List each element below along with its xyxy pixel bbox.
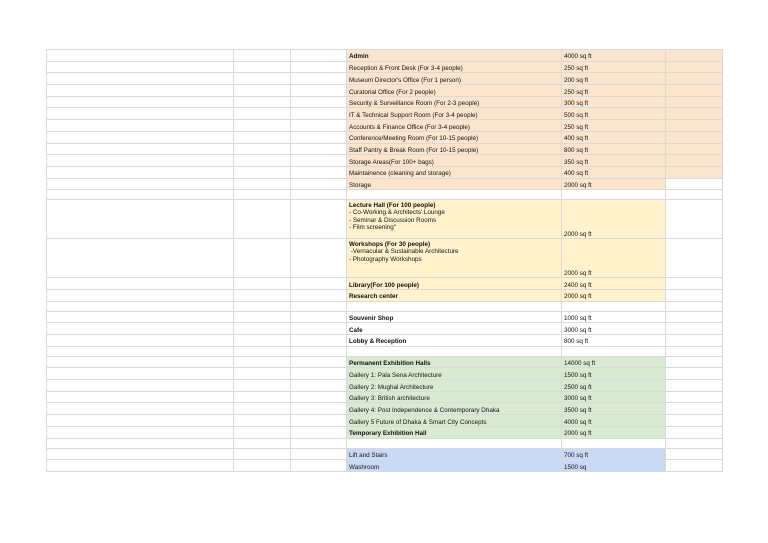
empty-cell[interactable] (291, 120, 347, 132)
empty-cell[interactable] (666, 166, 723, 178)
empty-cell[interactable] (666, 155, 723, 167)
blank-row (47, 438, 723, 448)
area-cell[interactable]: 4000 sq ft (562, 415, 666, 427)
empty-cell[interactable] (666, 403, 723, 415)
empty-cell[interactable] (47, 96, 234, 108)
empty-cell[interactable] (666, 96, 723, 108)
empty-cell[interactable] (291, 190, 347, 200)
area-cell[interactable]: 2400 sq ft (562, 278, 666, 290)
space-name-cell[interactable]: Washroom (347, 460, 562, 472)
space-name-cell[interactable] (347, 438, 562, 448)
area-cell[interactable]: 400 sq ft (562, 166, 666, 178)
area-cell[interactable]: 1000 sq ft (562, 311, 666, 323)
area-cell[interactable]: 2000 sq ft (562, 289, 666, 301)
empty-cell[interactable] (234, 356, 291, 368)
empty-cell[interactable] (47, 391, 234, 403)
empty-cell[interactable] (234, 73, 291, 85)
empty-cell[interactable] (666, 200, 723, 239)
empty-cell[interactable] (234, 289, 291, 301)
space-name-cell[interactable]: Accounts & Finance Office (For 3-4 people) (347, 120, 562, 132)
area-cell[interactable]: 800 sq ft (562, 335, 666, 347)
empty-cell[interactable] (291, 301, 347, 311)
table-row (47, 96, 723, 108)
area-cell[interactable] (562, 346, 666, 356)
table-row (47, 166, 723, 178)
empty-cell[interactable] (47, 380, 234, 392)
empty-cell[interactable] (291, 143, 347, 155)
empty-cell[interactable] (291, 415, 347, 427)
table-row (47, 311, 723, 323)
empty-cell[interactable] (47, 239, 234, 278)
empty-cell[interactable] (291, 438, 347, 448)
empty-cell[interactable] (291, 155, 347, 167)
empty-cell[interactable] (666, 426, 723, 438)
empty-cell[interactable] (291, 96, 347, 108)
space-name-cell[interactable]: Staff Pantry & Break Room (For 10-15 people) (347, 143, 562, 155)
space-name-cell[interactable]: Gallery 5 Future of Dhaka & Smart City Concepts (347, 415, 562, 427)
empty-cell[interactable] (666, 323, 723, 335)
area-cell[interactable] (562, 438, 666, 448)
empty-cell[interactable] (47, 438, 234, 448)
space-name-cell[interactable]: Admin (347, 50, 562, 62)
empty-cell[interactable] (234, 301, 291, 311)
table-row (47, 403, 723, 415)
empty-cell[interactable] (291, 239, 347, 278)
space-name-cell[interactable]: Lift and Stairs (347, 448, 562, 460)
empty-cell[interactable] (234, 96, 291, 108)
empty-cell[interactable] (666, 301, 723, 311)
empty-cell[interactable] (291, 289, 347, 301)
empty-cell[interactable] (47, 85, 234, 97)
empty-cell[interactable] (47, 278, 234, 290)
table-row (47, 50, 723, 62)
empty-cell[interactable] (291, 448, 347, 460)
area-cell[interactable]: 350 sq ft (562, 155, 666, 167)
empty-cell[interactable] (666, 448, 723, 460)
empty-cell[interactable] (666, 120, 723, 132)
empty-cell[interactable] (666, 190, 723, 200)
empty-cell[interactable] (666, 50, 723, 62)
area-cell[interactable]: 500 sq ft (562, 108, 666, 120)
space-name-cell[interactable]: Cafe (347, 323, 562, 335)
table-row (47, 415, 723, 427)
empty-cell[interactable] (291, 131, 347, 143)
empty-cell[interactable] (234, 143, 291, 155)
empty-cell[interactable] (234, 120, 291, 132)
empty-cell[interactable] (47, 368, 234, 380)
empty-cell[interactable] (291, 278, 347, 290)
table-row (47, 391, 723, 403)
table-row (47, 178, 723, 190)
empty-cell[interactable] (291, 108, 347, 120)
empty-cell[interactable] (291, 323, 347, 335)
table-row (47, 426, 723, 438)
table-row (47, 61, 723, 73)
empty-cell[interactable] (666, 311, 723, 323)
empty-cell[interactable] (47, 143, 234, 155)
empty-cell[interactable] (666, 143, 723, 155)
empty-cell[interactable] (234, 155, 291, 167)
empty-cell[interactable] (47, 73, 234, 85)
space-name-cell[interactable]: Conference/Meeting Room (For 10-15 people) (347, 131, 562, 143)
empty-cell[interactable] (47, 311, 234, 323)
space-name-cell[interactable]: Curatorial Office (For 2 people) (347, 85, 562, 97)
empty-cell[interactable] (234, 380, 291, 392)
empty-cell[interactable] (47, 61, 234, 73)
space-name-cell[interactable] (347, 346, 562, 356)
table-row (47, 143, 723, 155)
empty-cell[interactable] (291, 200, 347, 239)
table-row (47, 131, 723, 143)
space-name-cell[interactable]: Lecture Hall (For 100 people) - Co-Working & Architects' Lounge - Seminar & Discussion Rooms - Film screening" (347, 200, 562, 239)
table-row (47, 108, 723, 120)
empty-cell[interactable] (47, 178, 234, 190)
empty-cell[interactable] (234, 190, 291, 200)
table-row (47, 335, 723, 347)
space-name-cell[interactable]: Gallery 4: Post Independence & Contemporary Dhaka (347, 403, 562, 415)
area-cell[interactable]: 2000 sq ft (562, 239, 666, 278)
empty-cell[interactable] (291, 391, 347, 403)
empty-cell[interactable] (666, 278, 723, 290)
area-cell[interactable]: 2000 sq ft (562, 426, 666, 438)
empty-cell[interactable] (47, 50, 234, 62)
area-cell[interactable]: 14000 sq ft (562, 356, 666, 368)
empty-cell[interactable] (666, 460, 723, 472)
empty-cell[interactable] (234, 346, 291, 356)
empty-cell[interactable] (291, 166, 347, 178)
empty-cell[interactable] (47, 120, 234, 132)
empty-cell[interactable] (666, 239, 723, 278)
empty-cell[interactable] (234, 239, 291, 278)
area-cell[interactable]: 1500 sq (562, 460, 666, 472)
area-cell[interactable]: 250 sq ft (562, 61, 666, 73)
empty-cell[interactable] (291, 356, 347, 368)
space-name-cell[interactable]: Library(For 100 people) (347, 278, 562, 290)
empty-cell[interactable] (47, 415, 234, 427)
table-row (47, 239, 723, 278)
space-name-cell[interactable]: Gallery 2: Mughal Architecture (347, 380, 562, 392)
empty-cell[interactable] (666, 73, 723, 85)
table-row (47, 120, 723, 132)
area-cell[interactable] (562, 301, 666, 311)
empty-cell[interactable] (666, 131, 723, 143)
empty-cell[interactable] (234, 166, 291, 178)
empty-cell[interactable] (47, 200, 234, 239)
space-name-cell[interactable]: Workshops (For 30 people) -Vernacular & Sustainable Architecture - Photography Workshops (347, 239, 562, 278)
space-name-cell[interactable]: Reception & Front Desk (For 3-4 people) (347, 61, 562, 73)
space-name-cell[interactable] (347, 190, 562, 200)
empty-cell[interactable] (291, 426, 347, 438)
empty-cell[interactable] (291, 50, 347, 62)
space-name-cell[interactable]: Security & Surveillance Room (For 2-3 people) (347, 96, 562, 108)
area-cell[interactable]: 1500 sq ft (562, 368, 666, 380)
table-row (47, 460, 723, 472)
table-row (47, 155, 723, 167)
empty-cell[interactable] (666, 368, 723, 380)
table-row (47, 448, 723, 460)
space-name-cell[interactable]: Lobby & Reception (347, 335, 562, 347)
space-name-cell[interactable]: Gallery 3: British architecture (347, 391, 562, 403)
empty-cell[interactable] (666, 85, 723, 97)
empty-cell[interactable] (47, 190, 234, 200)
space-name-cell[interactable]: Maintainence (cleaning and storage) (347, 166, 562, 178)
area-cell[interactable]: 2500 sq ft (562, 380, 666, 392)
empty-cell[interactable] (234, 391, 291, 403)
empty-cell[interactable] (47, 448, 234, 460)
empty-cell[interactable] (47, 403, 234, 415)
area-cell[interactable]: 200 sq ft (562, 73, 666, 85)
empty-cell[interactable] (47, 356, 234, 368)
area-cell[interactable]: 400 sq ft (562, 131, 666, 143)
area-cell[interactable]: 700 sq ft (562, 448, 666, 460)
empty-cell[interactable] (234, 131, 291, 143)
space-name-cell[interactable]: IT & Technical Support Room (For 3-4 people) (347, 108, 562, 120)
empty-cell[interactable] (47, 155, 234, 167)
table-row (47, 380, 723, 392)
empty-cell[interactable] (291, 178, 347, 190)
empty-cell[interactable] (234, 200, 291, 239)
empty-cell[interactable] (666, 289, 723, 301)
empty-cell[interactable] (666, 415, 723, 427)
area-cell[interactable]: 3000 sq ft (562, 391, 666, 403)
empty-cell[interactable] (666, 61, 723, 73)
empty-cell[interactable] (234, 61, 291, 73)
empty-cell[interactable] (234, 108, 291, 120)
empty-cell[interactable] (666, 356, 723, 368)
empty-cell[interactable] (291, 368, 347, 380)
space-name-cell[interactable]: Museum Director's Office (For 1 person) (347, 73, 562, 85)
space-name-cell[interactable]: Storage (347, 178, 562, 190)
empty-cell[interactable] (234, 311, 291, 323)
space-name-cell[interactable]: Permanent Exhibition Halls (347, 356, 562, 368)
empty-cell[interactable] (47, 166, 234, 178)
empty-cell[interactable] (291, 380, 347, 392)
empty-cell[interactable] (234, 415, 291, 427)
empty-cell[interactable] (47, 301, 234, 311)
table-row (47, 278, 723, 290)
area-cell[interactable]: 2000 sq ft (562, 178, 666, 190)
empty-cell[interactable] (291, 403, 347, 415)
area-cell[interactable] (562, 190, 666, 200)
empty-cell[interactable] (47, 108, 234, 120)
empty-cell[interactable] (234, 50, 291, 62)
table-row (47, 73, 723, 85)
table-row (47, 289, 723, 301)
space-name-cell[interactable]: Storage Areas(For 100+ bags) (347, 155, 562, 167)
empty-cell[interactable] (47, 289, 234, 301)
table-row (47, 200, 723, 239)
empty-cell[interactable] (234, 438, 291, 448)
empty-cell[interactable] (47, 323, 234, 335)
empty-cell[interactable] (234, 278, 291, 290)
empty-cell[interactable] (234, 426, 291, 438)
empty-cell[interactable] (291, 335, 347, 347)
space-name-cell[interactable] (347, 301, 562, 311)
empty-cell[interactable] (47, 346, 234, 356)
spreadsheet-grid (46, 49, 723, 472)
empty-cell[interactable] (234, 178, 291, 190)
blank-row (47, 301, 723, 311)
empty-cell[interactable] (234, 85, 291, 97)
empty-cell[interactable] (234, 323, 291, 335)
empty-cell[interactable] (234, 403, 291, 415)
empty-cell[interactable] (291, 346, 347, 356)
space-name-cell[interactable]: Souvenir Shop (347, 311, 562, 323)
empty-cell[interactable] (666, 178, 723, 190)
empty-cell[interactable] (47, 131, 234, 143)
empty-cell[interactable] (47, 335, 234, 347)
empty-cell[interactable] (291, 311, 347, 323)
area-cell[interactable]: 250 sq ft (562, 120, 666, 132)
area-cell[interactable]: 3500 sq ft (562, 403, 666, 415)
area-cell[interactable]: 800 sq ft (562, 143, 666, 155)
empty-cell[interactable] (47, 426, 234, 438)
empty-cell[interactable] (666, 438, 723, 448)
empty-cell[interactable] (47, 460, 234, 472)
area-cell[interactable]: 2000 sq ft (562, 200, 666, 239)
space-name-cell[interactable]: Temporary Exhibition Hall (347, 426, 562, 438)
empty-cell[interactable] (291, 85, 347, 97)
empty-cell[interactable] (234, 335, 291, 347)
empty-cell[interactable] (291, 61, 347, 73)
area-cell[interactable]: 300 sq ft (562, 96, 666, 108)
empty-cell[interactable] (666, 346, 723, 356)
table-row (47, 323, 723, 335)
empty-cell[interactable] (234, 368, 291, 380)
blank-row (47, 190, 723, 200)
empty-cell[interactable] (666, 335, 723, 347)
blank-row (47, 346, 723, 356)
table-row (47, 356, 723, 368)
table-row (47, 368, 723, 380)
area-cell[interactable]: 250 sq ft (562, 85, 666, 97)
empty-cell[interactable] (234, 460, 291, 472)
table-row (47, 85, 723, 97)
empty-cell[interactable] (666, 108, 723, 120)
empty-cell[interactable] (234, 448, 291, 460)
area-cell[interactable]: 3000 sq ft (562, 323, 666, 335)
area-cell[interactable]: 4000 sq ft (562, 50, 666, 62)
empty-cell[interactable] (666, 391, 723, 403)
empty-cell[interactable] (291, 460, 347, 472)
space-name-cell[interactable]: Research center (347, 289, 562, 301)
empty-cell[interactable] (291, 73, 347, 85)
empty-cell[interactable] (666, 380, 723, 392)
space-name-cell[interactable]: Gallery 1: Pala Sena Architecture (347, 368, 562, 380)
